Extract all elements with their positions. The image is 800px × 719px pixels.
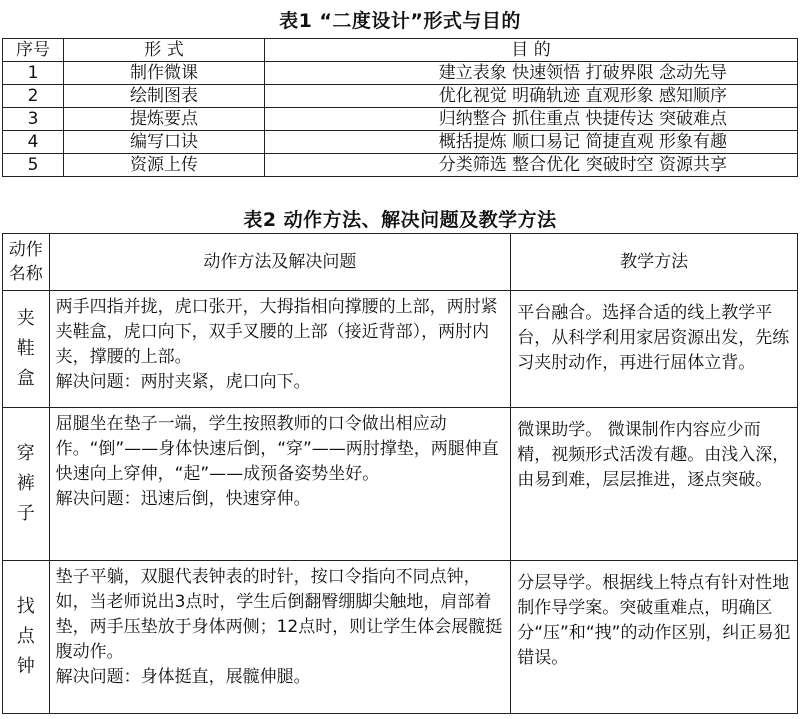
header-action-name xyxy=(3,234,50,291)
row-form: 资源上传 xyxy=(64,154,265,177)
row-number: 5 xyxy=(3,154,64,177)
problem-solved: 解决问题：两肘夹紧，虎口向下。 xyxy=(55,372,311,392)
row-purpose: 分类筛选 整合优化 突破时空 资源共享 xyxy=(265,154,798,177)
row-number: 1 xyxy=(3,62,64,85)
form-purpose-table xyxy=(2,38,798,177)
action-name-char: 鞋 xyxy=(16,338,35,359)
table1-caption: 表1 “二度设计”形式与目的 xyxy=(279,10,521,32)
table-row xyxy=(3,291,798,408)
action-name-char: 盒 xyxy=(16,368,35,389)
problem-solved: 解决问题：迅速后倒，快速穿伸。 xyxy=(55,489,311,509)
header-action-name-line1: 动作 xyxy=(8,240,43,260)
action-description-cell xyxy=(49,561,511,714)
table-row xyxy=(3,85,798,108)
action-name xyxy=(3,291,50,408)
row-purpose: 优化视觉 明确轨迹 直观形象 感知顺序 xyxy=(265,85,798,108)
row-form: 编写口诀 xyxy=(64,131,265,154)
action-name xyxy=(3,408,50,561)
action-description: 垫子平躺，双腿代表钟表的时针，按口令指向不同点钟，如，当老师说出3点时，学生后倒翻臀绷脚尖触地，肩部着垫，两手压垫放于身体两侧；12点时，则让学生体会展髋挺腹动作。 xyxy=(55,567,503,662)
header-purpose: 目 的 xyxy=(265,39,798,62)
method-table xyxy=(2,233,798,714)
action-name-char: 钟 xyxy=(16,656,35,677)
action-description-cell xyxy=(49,408,511,561)
row-form: 制作微课 xyxy=(64,62,265,85)
problem-solved: 解决问题：身体挺直，展髋伸腿。 xyxy=(55,667,311,687)
table-row xyxy=(3,561,798,714)
action-name-char: 子 xyxy=(16,503,35,524)
row-purpose: 建立表象 快速领悟 打破界限 念动先导 xyxy=(265,62,798,85)
row-number: 2 xyxy=(3,85,64,108)
teaching-method: 平台融合。选择合适的线上教学平台，从科学利用家居资源出发，先练习夹肘动作，再进行屈体立背。 xyxy=(511,291,798,408)
table-row xyxy=(3,62,798,85)
header-action-name-line2: 名称 xyxy=(8,264,43,284)
table-row xyxy=(3,154,798,177)
table2-header-row xyxy=(3,234,798,291)
teaching-method: 分层导学。根据线上特点有针对性地制作导学案。突破重难点，明确区分“压”和“拽”的动作区别，纠正易犯错误。 xyxy=(511,561,798,714)
table1-header-row xyxy=(3,39,798,62)
action-description: 两手四指并拢，虎口张开，大拇指相向撑腰的上部，两肘紧夹鞋盒，虎口向下，双手叉腰的上部（接近背部），两肘内夹，撑腰的上部。 xyxy=(55,297,498,367)
action-name-char: 点 xyxy=(16,626,35,647)
table2-caption: 表2 动作方法、解决问题及教学方法 xyxy=(243,209,557,231)
action-name-char: 找 xyxy=(16,596,35,617)
action-description-cell xyxy=(49,291,511,408)
table-row xyxy=(3,131,798,154)
table-row xyxy=(3,108,798,131)
header-form: 形 式 xyxy=(64,39,265,62)
row-number: 3 xyxy=(3,108,64,131)
row-number: 4 xyxy=(3,131,64,154)
teaching-method: 微课助学。 微课制作内容应少而精，视频形式活泼有趣。由浅入深，由易到难，层层推进，逐点突破。 xyxy=(511,408,798,561)
action-name-char: 穿 xyxy=(16,443,35,464)
row-purpose: 概括提炼 顺口易记 简捷直观 形象有趣 xyxy=(265,131,798,154)
action-name xyxy=(3,561,50,714)
row-form: 提炼要点 xyxy=(64,108,265,131)
action-name-char: 裤 xyxy=(16,473,35,494)
table-row xyxy=(3,408,798,561)
action-name-char: 夹 xyxy=(16,308,35,329)
row-form: 绘制图表 xyxy=(64,85,265,108)
action-description: 屈腿坐在垫子一端，学生按照教师的口令做出相应动作。“倒”——身体快速后倒，“穿”——两肘撑垫，两腿伸直快速向上穿伸，“起”——成预备姿势坐好。 xyxy=(55,414,499,484)
header-action-method: 动作方法及解决问题 xyxy=(49,234,511,291)
header-number: 序号 xyxy=(3,39,64,62)
header-teaching-method: 教学方法 xyxy=(511,234,798,291)
row-purpose: 归纳整合 抓住重点 快捷传达 突破难点 xyxy=(265,108,798,131)
